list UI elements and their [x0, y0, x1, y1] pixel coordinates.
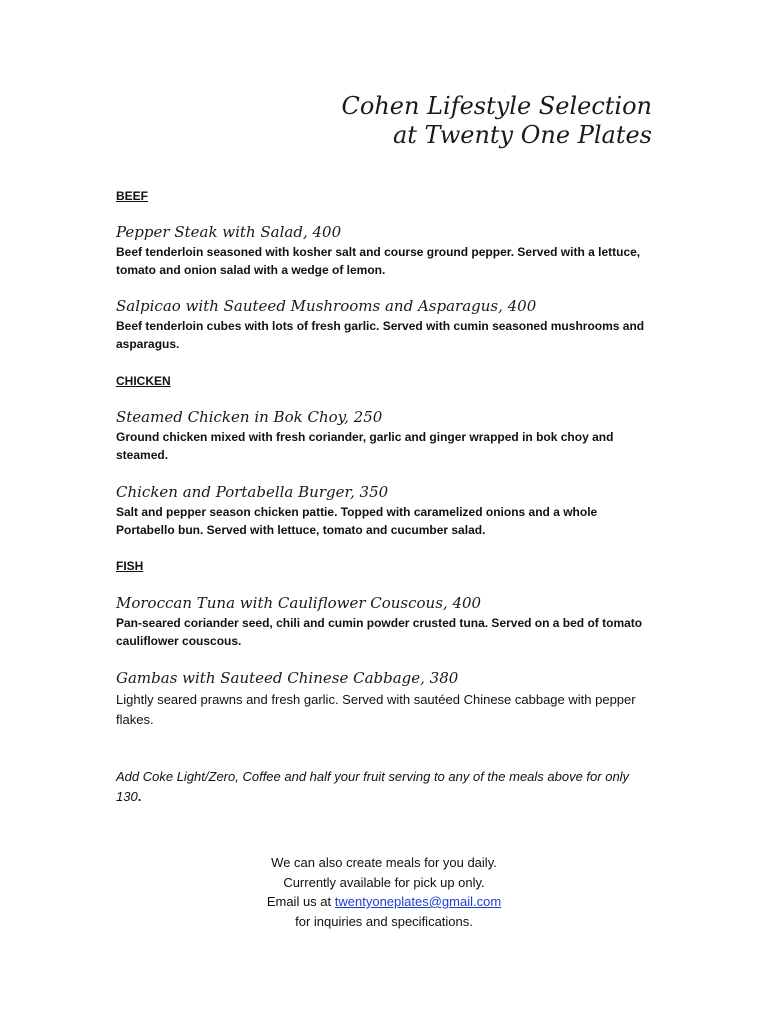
- menu-title: [342, 92, 652, 150]
- section-heading-fish: FISH: [116, 559, 144, 573]
- addon-period: .: [137, 789, 142, 804]
- dish-description: Lightly seared prawns and fresh garlic. Served with sautéed Chinese cabbage with pepper flakes.: [116, 692, 636, 727]
- menu-title-line2: at Twenty One Plates: [392, 121, 652, 149]
- addon-text: Add Coke Light/Zero, Coffee and half your fruit serving to any of the meals above for only 130: [116, 769, 630, 804]
- email-link[interactable]: twentyoneplates@gmail.com: [334, 894, 502, 909]
- dish-name: Moroccan Tuna with Cauliflower Couscous, 400: [116, 594, 482, 612]
- dish-name: Chicken and Portabella Burger, 350: [116, 483, 389, 501]
- contact-line: Currently available for pick up only.: [283, 874, 485, 890]
- dish-name: Gambas with Sauteed Chinese Cabbage, 380: [116, 669, 459, 687]
- dish-description: Salt and pepper season chicken pattie. Topped with caramelized onions and a whole Portabello bun. Served with lettuce, tomato and cucumber salad.: [116, 505, 598, 537]
- dish-name: Pepper Steak with Salad, 400: [116, 223, 342, 241]
- dish-description: Ground chicken mixed with fresh coriander, garlic and ginger wrapped in bok choy and steamed.: [116, 430, 614, 462]
- contact-email-line: [0, 892, 768, 912]
- menu-title-line1: Cohen Lifestyle Selection: [341, 92, 652, 120]
- contact-line: We can also create meals for you daily.: [271, 855, 497, 870]
- email-prefix: Email us at: [266, 894, 332, 909]
- dish-description: Pan-seared coriander seed, chili and cumin powder crusted tuna. Served on a bed of tomato cauliflower couscous.: [116, 616, 643, 648]
- addon-note: [116, 767, 656, 807]
- dish-name: Steamed Chicken in Bok Choy, 250: [116, 408, 383, 426]
- section-heading-chicken: CHICKEN: [116, 374, 171, 388]
- dish-description: Beef tenderloin seasoned with kosher salt and course ground pepper. Served with a lettuce, tomato and onion salad with a wedge of lemon.: [116, 245, 641, 277]
- contact-line: for inquiries and specifications.: [295, 913, 473, 929]
- contact-block: [0, 853, 768, 931]
- section-heading-beef: BEEF: [116, 189, 149, 203]
- dish-name: Salpicao with Sauteed Mushrooms and Asparagus, 400: [116, 297, 537, 315]
- dish-description: Beef tenderloin cubes with lots of fresh garlic. Served with cumin seasoned mushrooms and asparagus.: [116, 319, 645, 351]
